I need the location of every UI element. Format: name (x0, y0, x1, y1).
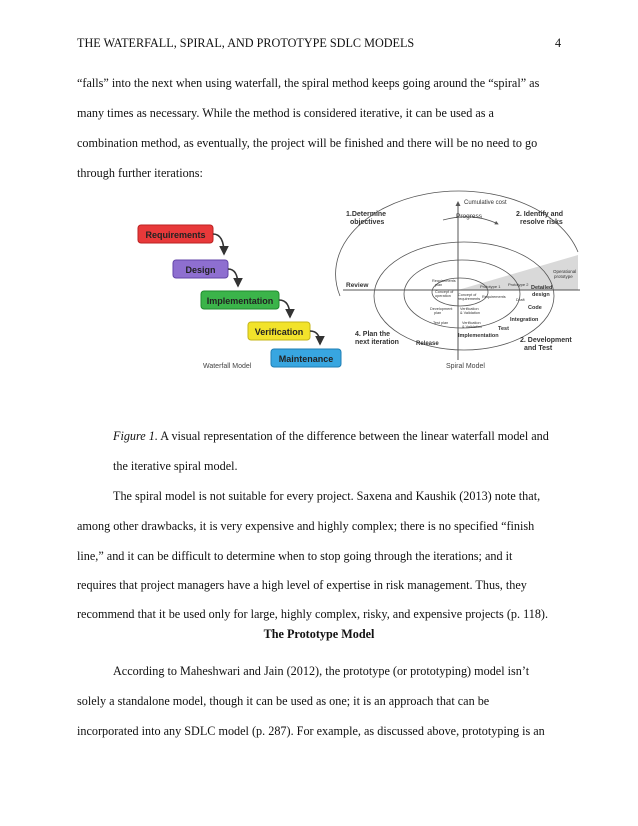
paragraph-line: combination method, as eventually, the project will be finished and there will be no need to go (77, 136, 538, 150)
spiral-label: plan (435, 283, 443, 287)
spiral-label: Implementation (458, 333, 499, 339)
spiral-quadrant-1: 1.Determine (346, 211, 387, 218)
figure-caption-line (113, 429, 549, 443)
spiral-label: Concept of (458, 293, 477, 297)
waterfall-stage-label: Verification (254, 327, 304, 337)
paragraph-line: through further iterations: (77, 166, 203, 180)
spiral-label: Integration (510, 317, 539, 323)
page-number: 4 (555, 36, 562, 50)
paragraph-line: “falls” into the next when using waterfall, the spiral method keeps going around the “spiral” as (77, 76, 540, 90)
spiral-label: design (532, 292, 550, 298)
spiral-label: Draft (516, 297, 525, 302)
spiral-label: Verification (462, 321, 481, 325)
paragraph-line: solely a standalone model, though it can be used as one; it is an approach that can be (77, 694, 490, 708)
spiral-quadrant-2: resolve risks (520, 219, 563, 226)
waterfall-arrow (279, 300, 290, 317)
waterfall-diagram (138, 225, 341, 370)
spiral-label: prototype (554, 274, 573, 279)
spiral-quadrant-4: 4. Plan the (355, 331, 391, 338)
spiral-caption: Spiral Model (446, 363, 485, 370)
spiral-label: Detailed (531, 285, 553, 291)
spiral-quadrant-3: and Test (524, 345, 553, 352)
spiral-label: requirements (458, 297, 481, 301)
spiral-label: & Validation (460, 311, 480, 315)
spiral-label: operation (435, 294, 451, 298)
spiral-label: Concept of (435, 290, 454, 294)
spiral-label: Prototype 1 (480, 284, 501, 289)
spiral-label: Requirements (482, 295, 506, 299)
figure-caption-line: the iterative spiral model. (113, 459, 238, 473)
paragraph-line: According to Maheshwari and Jain (2012), the prototype (or prototyping) model isn’t (113, 664, 530, 678)
spiral-quadrant-2: 2. Identify and (516, 211, 564, 218)
spiral-quadrant-4: next iteration (355, 339, 399, 346)
spiral-label: Code (528, 305, 542, 311)
waterfall-stage-label: Requirements (145, 230, 206, 240)
paragraph-line: recommend that it be used only for large, highly complex, risky, and expensive projects (p. 118). (77, 607, 549, 621)
spiral-label: Development (430, 307, 453, 311)
waterfall-arrow (310, 331, 320, 344)
waterfall-stage-label: Design (185, 265, 216, 275)
spiral-quadrant-1: objectives (350, 219, 385, 226)
spiral-label: Test (498, 326, 509, 332)
paragraph-line: requires that project managers have a high level of expertise in risk management. Thus, they (77, 578, 527, 592)
section-heading: The Prototype Model (263, 627, 375, 641)
spiral-quadrant-3: 2. Development (520, 337, 572, 344)
figure-caption-text: A visual representation of the difference between the linear waterfall model and (157, 429, 549, 443)
waterfall-arrow (213, 234, 224, 254)
spiral-diagram (336, 191, 580, 370)
paragraph-line: line,” and it can be difficult to determine when to stop going through the iterations; and it (77, 549, 513, 563)
spiral-label: & Validation (462, 325, 482, 329)
spiral-label: Requirements (432, 279, 456, 283)
spiral-label: Prototype 2 (508, 282, 529, 287)
paragraph-line: many times as necessary. While the method is considered iterative, it can be used as a (77, 106, 494, 120)
spiral-label: plan (434, 311, 442, 315)
spiral-review-label: Review (346, 282, 369, 289)
figure-waterfall-vs-spiral (128, 190, 588, 370)
spiral-axis-label: Cumulative cost (464, 200, 507, 206)
waterfall-arrow (228, 269, 238, 286)
paragraph-line: The spiral model is not suitable for every project. Saxena and Kaushik (2013) note that, (113, 489, 541, 503)
spiral-progress-label: Progress (456, 213, 483, 220)
waterfall-caption: Waterfall Model (203, 363, 252, 370)
paragraph-line: incorporated into any SDLC model (p. 287). For example, as discussed above, prototyping is an (77, 724, 545, 738)
paragraph-line: among other drawbacks, it is very expensive and highly complex; there is no specified “finish (77, 519, 535, 533)
spiral-release-label: Release (416, 341, 439, 347)
waterfall-stage-label: Implementation (206, 296, 274, 306)
figure-caption-label: Figure 1. (113, 429, 158, 443)
running-head: THE WATERFALL, SPIRAL, AND PROTOTYPE SDLC MODELS (77, 36, 415, 50)
waterfall-stage-label: Maintenance (278, 354, 334, 364)
spiral-label: Test plan (433, 321, 449, 325)
spiral-label: Verification (460, 307, 479, 311)
spiral-label: Operational (553, 269, 577, 274)
